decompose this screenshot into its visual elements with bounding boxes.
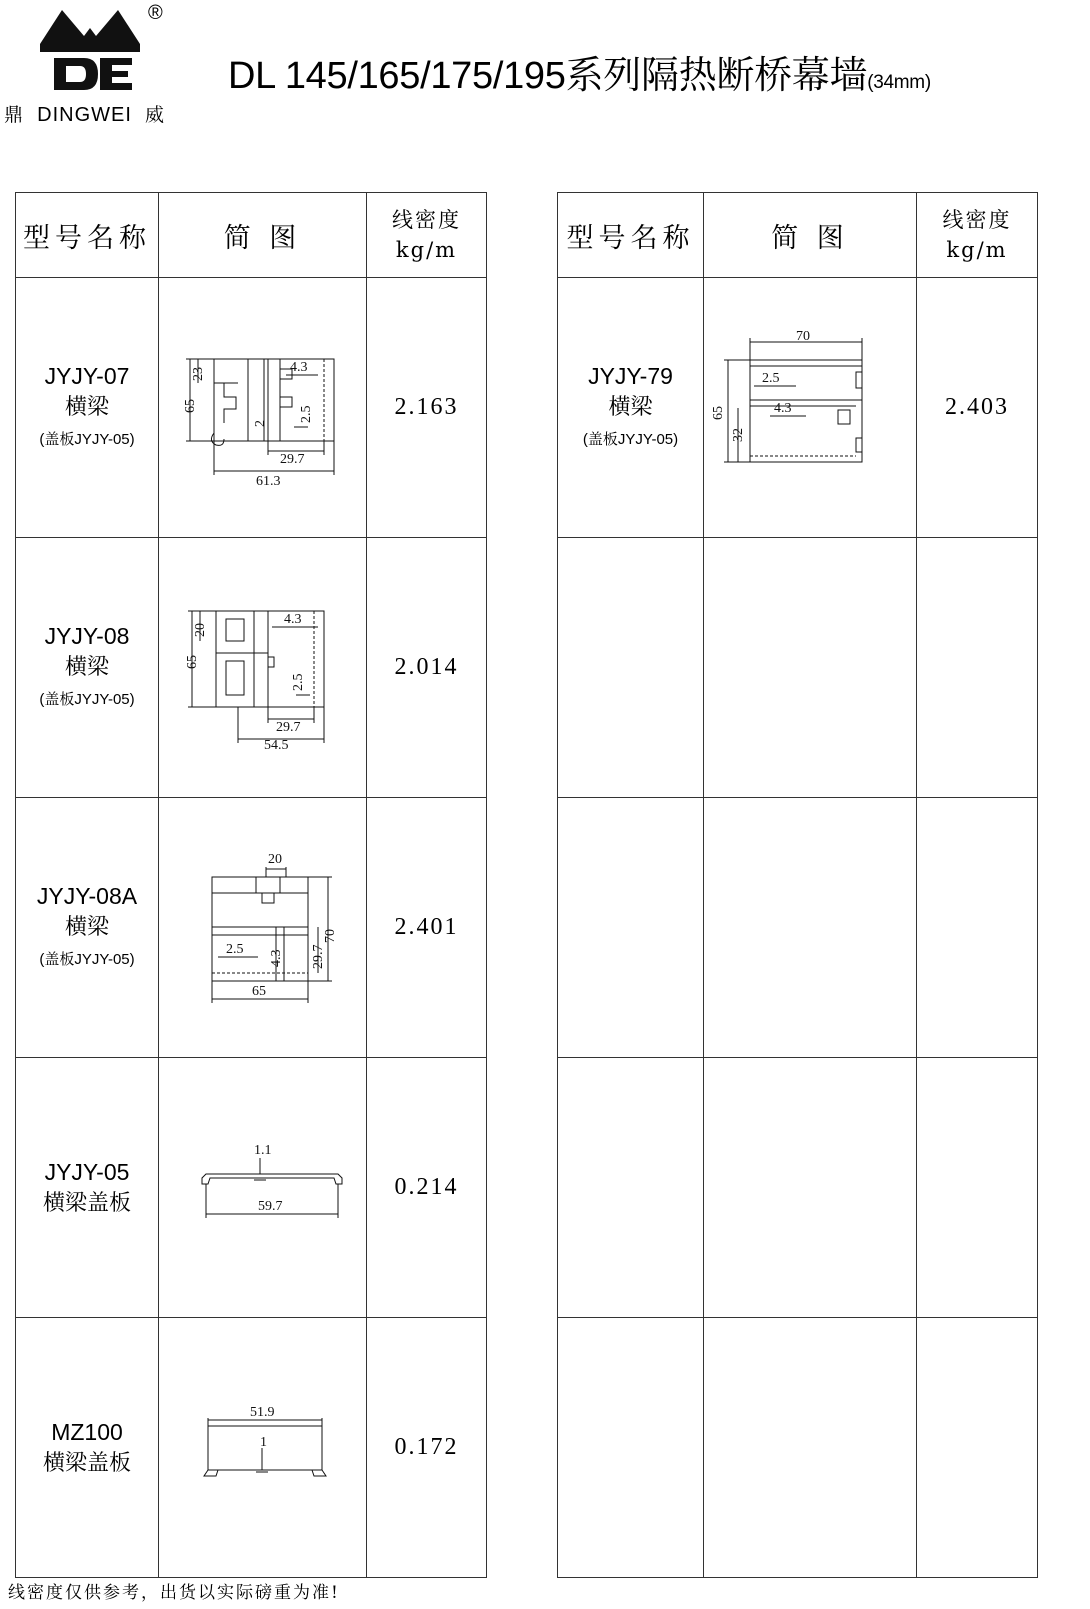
profile-drawing-jyjy79 xyxy=(710,328,910,488)
footnote: 线密度仅供参考，出货以实际磅重为准! xyxy=(8,1583,340,1603)
svg-text:2.5: 2.5 xyxy=(298,405,314,423)
table-row xyxy=(558,538,1038,798)
model-cell xyxy=(16,538,159,798)
registered-mark: ® xyxy=(148,2,163,24)
drawing-cell xyxy=(159,538,367,798)
table-row xyxy=(16,538,487,798)
table-row xyxy=(16,278,487,538)
brand-name: 鼎 DINGWEI 威 xyxy=(4,104,166,126)
page-title: DL 145/165/175/195系列隔热断桥幕墙(34mm) xyxy=(228,55,931,97)
model-type: 横梁盖板 xyxy=(42,1450,131,1476)
right-spec-table xyxy=(557,192,1038,1578)
header-density: 线密度 kg/m xyxy=(367,193,487,278)
header-drawing: 简 图 xyxy=(159,193,367,278)
table-row xyxy=(558,1058,1038,1318)
density-value xyxy=(917,1058,1038,1318)
model-type: 横梁 xyxy=(64,914,109,940)
density-value: 0.214 xyxy=(367,1058,487,1318)
model-type: 横梁 xyxy=(64,394,109,420)
svg-text:29.7: 29.7 xyxy=(310,944,326,969)
svg-text:2.5: 2.5 xyxy=(290,673,306,691)
header-model: 型号名称 xyxy=(558,193,704,278)
table-header xyxy=(16,193,487,278)
drawing-cell xyxy=(159,278,367,538)
table-row xyxy=(16,798,487,1058)
model-cell xyxy=(558,538,704,798)
drawing-cell xyxy=(704,278,917,538)
svg-text:1: 1 xyxy=(259,1434,267,1450)
drawing-cell xyxy=(704,1318,917,1578)
drawing-cell xyxy=(704,798,917,1058)
svg-text:61.3: 61.3 xyxy=(255,473,280,489)
svg-text:65: 65 xyxy=(184,654,200,669)
table-header xyxy=(558,193,1038,278)
table-row xyxy=(558,278,1038,538)
density-value: 2.014 xyxy=(367,538,487,798)
density-value: 0.172 xyxy=(367,1318,487,1578)
model-cell xyxy=(16,1058,159,1318)
drawing-cell xyxy=(159,798,367,1058)
drawing-cell xyxy=(704,538,917,798)
model-cell xyxy=(558,1318,704,1578)
model-cover: (盖板JYJY-05) xyxy=(39,690,135,708)
svg-text:70: 70 xyxy=(796,328,810,344)
svg-text:32: 32 xyxy=(731,427,746,442)
profile-drawing-jyjy07 xyxy=(168,323,358,493)
left-spec-table xyxy=(15,192,487,1578)
drawing-cell xyxy=(159,1318,367,1578)
svg-text:4.3: 4.3 xyxy=(283,611,301,627)
svg-text:2: 2 xyxy=(252,419,268,427)
svg-text:20: 20 xyxy=(267,851,282,867)
svg-text:29.7: 29.7 xyxy=(275,719,300,735)
profile-drawing-jyjy05 xyxy=(168,1128,358,1248)
profile-drawing-mz100 xyxy=(168,1388,358,1508)
model-cell xyxy=(558,278,704,538)
model-cover: (盖板JYJY-05) xyxy=(39,430,135,448)
header-drawing: 简 图 xyxy=(704,193,917,278)
svg-text:51.9: 51.9 xyxy=(249,1404,274,1420)
table-row xyxy=(16,1058,487,1318)
model-cell xyxy=(16,1318,159,1578)
model-cover: (盖板JYJY-05) xyxy=(39,950,135,968)
density-value xyxy=(917,798,1038,1058)
density-value: 2.401 xyxy=(367,798,487,1058)
model-code: JYJY-08 xyxy=(44,622,130,649)
model-code: JYJY-05 xyxy=(44,1158,130,1185)
model-cell xyxy=(558,798,704,1058)
model-code: JYJY-08A xyxy=(36,882,138,909)
svg-text:4.3: 4.3 xyxy=(289,359,307,375)
density-value: 2.403 xyxy=(917,278,1038,538)
table-row xyxy=(558,1318,1038,1578)
model-cover: (盖板JYJY-05) xyxy=(582,430,679,448)
svg-text:20: 20 xyxy=(192,622,208,637)
svg-text:2.5: 2.5 xyxy=(762,370,780,386)
profile-drawing-jyjy08 xyxy=(168,583,358,753)
svg-text:65: 65 xyxy=(711,405,726,420)
drawing-cell xyxy=(704,1058,917,1318)
svg-text:4.3: 4.3 xyxy=(268,949,284,967)
model-type: 横梁 xyxy=(64,654,109,680)
drawing-cell xyxy=(159,1058,367,1318)
model-cell xyxy=(16,798,159,1058)
model-code: MZ100 xyxy=(51,1418,123,1445)
svg-text:29.7: 29.7 xyxy=(279,451,304,467)
table-row xyxy=(16,1318,487,1578)
density-value xyxy=(917,1318,1038,1578)
model-code: JYJY-79 xyxy=(588,362,673,389)
svg-text:54.5: 54.5 xyxy=(263,737,288,753)
svg-text:1.1: 1.1 xyxy=(253,1142,271,1158)
svg-text:65: 65 xyxy=(182,398,198,413)
svg-text:4.3: 4.3 xyxy=(774,400,792,416)
density-value xyxy=(917,538,1038,798)
profile-drawing-jyjy08a xyxy=(168,843,358,1013)
model-type: 横梁 xyxy=(608,394,653,420)
model-code: JYJY-07 xyxy=(44,362,130,389)
svg-text:23: 23 xyxy=(190,366,206,381)
model-cell xyxy=(16,278,159,538)
header-model: 型号名称 xyxy=(16,193,159,278)
model-cell xyxy=(558,1058,704,1318)
svg-text:70: 70 xyxy=(322,928,338,943)
header-density: 线密度 kg/m xyxy=(917,193,1038,278)
svg-text:2.5: 2.5 xyxy=(225,941,243,957)
density-value: 2.163 xyxy=(367,278,487,538)
dingwei-logo xyxy=(40,6,140,94)
table-row xyxy=(558,798,1038,1058)
svg-text:65: 65 xyxy=(251,983,266,999)
svg-text:59.7: 59.7 xyxy=(257,1198,282,1214)
model-type: 横梁盖板 xyxy=(42,1190,131,1216)
